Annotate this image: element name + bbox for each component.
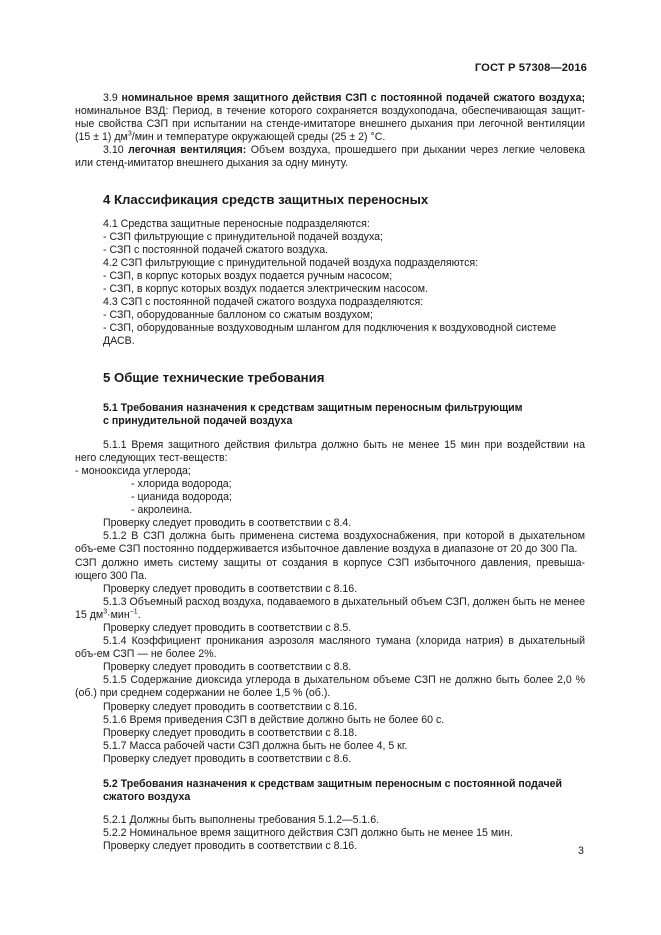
term-3-10: легочная вентиляция:: [128, 144, 247, 157]
page-number: 3: [578, 845, 584, 857]
clause-5-2-2: 5.2.2 Номинальное время защитного действия СЗП должно быть не менее 15 мин.: [103, 827, 513, 840]
list-item: - монооксида углерода;: [75, 464, 191, 477]
definition-3-10: 3.10 легочная вентиляция: Объем воздуха, прошедшего при дыхании через легкие человека или стенд-имитатор внешнего дыхания за одну минуту.: [75, 144, 585, 170]
list-item: 4.1 Средства защитные переносные подразделяются:: [103, 217, 370, 230]
list-item: - цианида водорода;: [131, 491, 232, 504]
clause-5-1-5: 5.1.5 Содержание диоксида углерода в дыхательном объеме СЗП не должно быть более 2,0 % (об.) при среднем содержании не более 1,5 % (об.).: [75, 674, 585, 700]
clause-5-2-1: 5.2.1 Должны быть выполнены требования 5.1.2—5.1.6.: [103, 814, 380, 827]
check-5-1-6: Проверку следует проводить в соответствии с 8.18.: [103, 726, 358, 739]
list-item: - СЗП фильтрующие с принудительной подачей воздуха;: [103, 230, 383, 243]
list-item: - СЗП с постоянной подачей сжатого воздуха.: [103, 243, 329, 256]
list-item: - СЗП, оборудованные баллоном со сжатым воздухом;: [103, 309, 373, 322]
list-item: - СЗП, оборудованные воздуховодным шлангом для подключения к воздуховодной системе ДАСВ.: [103, 322, 557, 348]
check-5-1-1: Проверку следует проводить в соответствии с 8.4.: [103, 517, 352, 530]
term-3-9: номинальное время защитного действия СЗП с постоянной подачей сжатого воздуха;: [121, 92, 585, 104]
check-5-1-5: Проверку следует проводить в соответствии с 8.16.: [103, 700, 358, 713]
section-5-heading: 5 Общие технические требования: [103, 369, 325, 385]
standard-code: ГОСТ Р 57308—2016: [474, 62, 587, 74]
clause-5-1-6: 5.1.6 Время приведения СЗП в действие должно быть не более 60 с.: [103, 713, 445, 726]
section-4-heading: 4 Классификация средств защитных переносных: [103, 191, 429, 207]
clause-5-1-7: 5.1.7 Масса рабочей части СЗП должна быть не более 4, 5 кг.: [103, 739, 408, 752]
clause-5-1-2b: СЗП должно иметь систему защиты от создания в корпусе СЗП избыточного давления, превыша-ющего 300 Па.: [75, 556, 585, 582]
list-item: - СЗП, в корпус которых воздух подается электрическим насосом.: [103, 283, 429, 296]
check-5-1-2: Проверку следует проводить в соответствии с 8.16.: [103, 582, 358, 595]
list-item: - СЗП, в корпус которых воздух подается ручным насосом;: [103, 269, 393, 282]
check-5-1-3: Проверку следует проводить в соответствии с 8.5.: [103, 622, 352, 634]
substances: [75, 465, 585, 517]
check-5-2-2: Проверку следует проводить в соответствии с 8.16.: [103, 840, 358, 853]
clause-5-1-2: 5.1.2 В СЗП должна быть применена система воздухоснабжения, при которой в дыхательном объ-еме СЗП постоянно поддерживается избыточное давление воздуха в диапазоне от 20 до 300 Па.: [75, 530, 585, 556]
list-item: - хлорида водорода;: [131, 477, 232, 490]
definition-3-9: 3.9 номинальное время защитного действия СЗП с постоянной подачей сжатого воздуха; номинальное ВЗД: Период, в течение которого сохраняется воздухоподача, обеспечивающая защит-ные свойства СЗП при испытании на стенде-имитаторе внешнего дыхания при легочной вентиляции (15 ± 1) $дм^3$/мин и температуре окружающей среды (25 ± 2) °С.: [75, 92, 585, 144]
clause-5-1-4: 5.1.4 Коэффициент проникания аэрозоля масляного тумана (хлорида натрия) в дыхательный объ-ем СЗП — не более 2%.: [75, 635, 585, 661]
clause-5-1-3: 5.1.3 Объемный расход воздуха, подаваемого в дыхательный объем СЗП, должен быть не менее 15 $дм^3\cdot мин^{-1}$.: [75, 595, 585, 621]
list-item: 4.3 СЗП с постоянной подачей сжатого воздуха подразделяются:: [103, 296, 424, 309]
list-item: 4.2 СЗП фильтрующие с принудительной подачей воздуха подразделяются:: [103, 256, 479, 269]
page-content: [75, 92, 585, 854]
section-4-list: [75, 218, 585, 349]
list-item: - акролеина.: [131, 504, 193, 517]
clause-5-1-1: 5.1.1 Время защитного действия фильтра должно быть не менее 15 мин при воздействии на него следующих тест-веществ:: [75, 438, 585, 464]
check-5-1-7: Проверку следует проводить в соответствии с 8.6.: [103, 752, 352, 765]
check-5-1-4: Проверку следует проводить в соответствии с 8.8.: [103, 661, 352, 674]
subsection-5-2-heading: 5.2 Требования назначения к средствам защитным переносным с постоянной подачей сжатого воздуха: [103, 778, 563, 804]
subsection-5-1-heading: 5.1 Требования назначения к средствам защитным переносным фильтрующим с принудительной подачей воздуха: [103, 401, 523, 427]
